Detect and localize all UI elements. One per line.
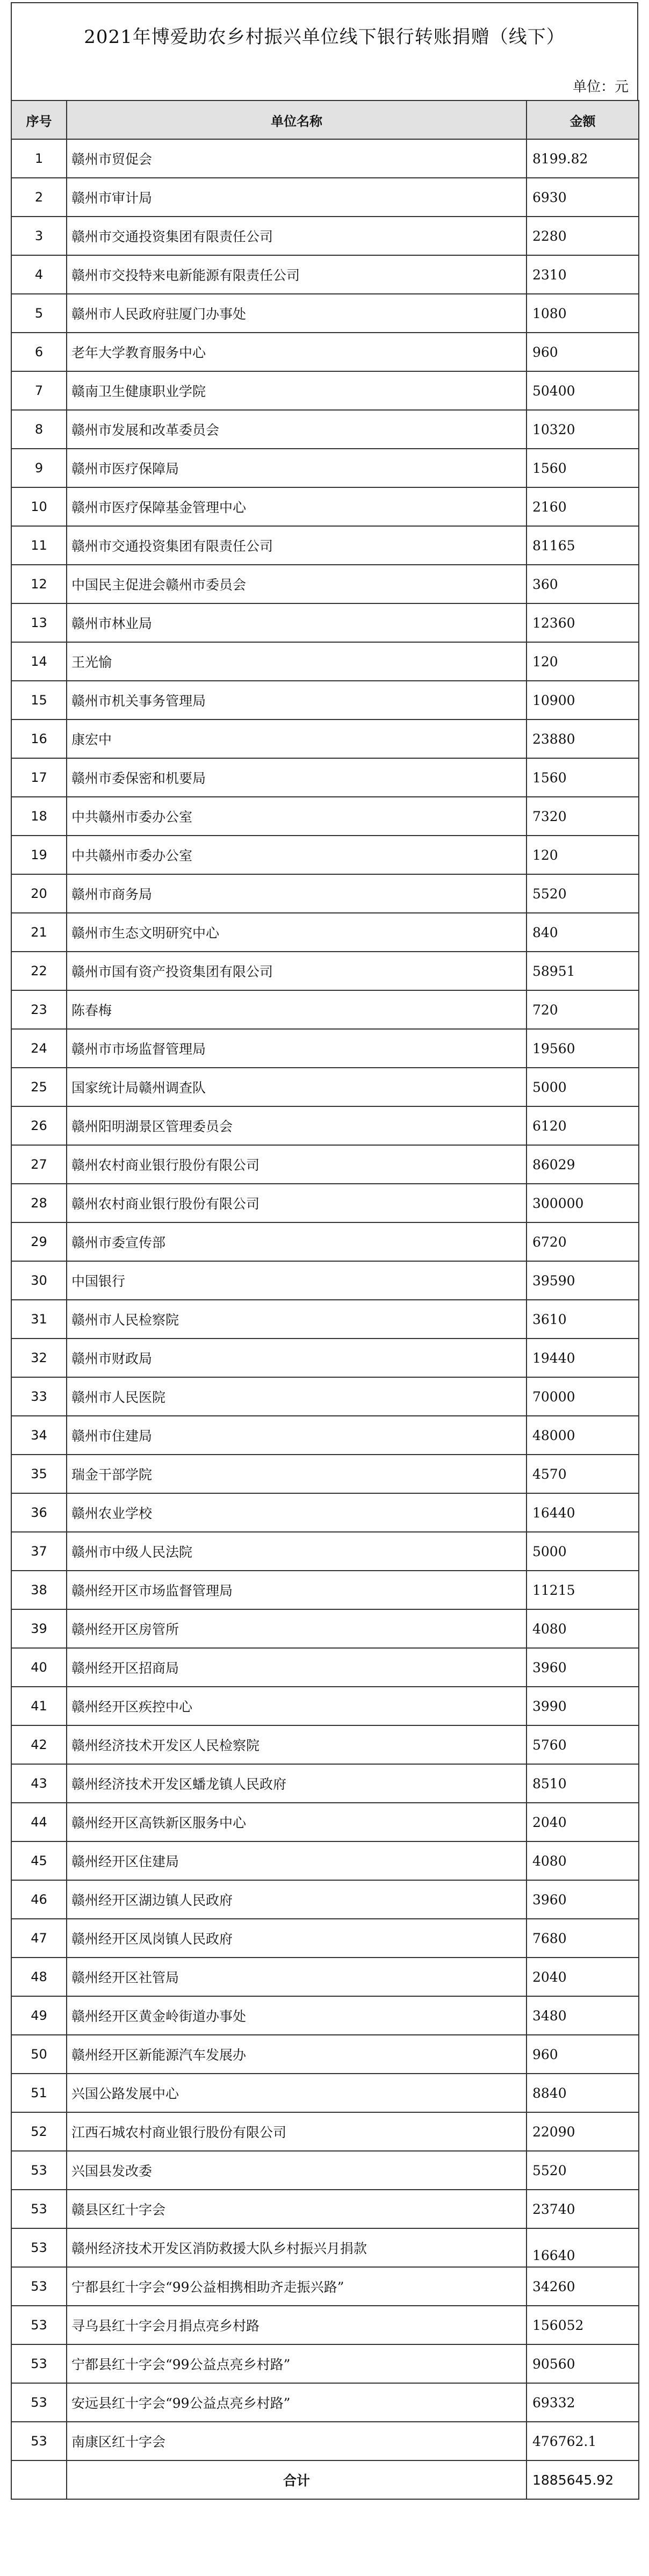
row-seq: 34	[11, 1416, 67, 1455]
row-name: 中共赣州市委办公室	[67, 836, 527, 874]
table-row	[11, 1764, 639, 1803]
row-name: 王光愉	[67, 642, 527, 681]
row-amount: 120	[527, 836, 639, 874]
row-seq: 6	[11, 333, 67, 371]
header-seq: 序号	[11, 100, 67, 139]
row-name: 赣州经开区招商局	[67, 1648, 527, 1687]
row-name: 赣州市贸促会	[67, 139, 527, 178]
row-seq: 41	[11, 1687, 67, 1725]
row-amount: 2280	[527, 217, 639, 255]
row-seq: 45	[11, 1841, 67, 1880]
row-name: 寻乌县红十字会月捐点亮乡村路	[67, 2306, 527, 2344]
total-label: 合计	[67, 2460, 527, 2499]
table-row	[11, 874, 639, 913]
table-row	[11, 719, 639, 758]
table-row	[11, 526, 639, 565]
table-row	[11, 2112, 639, 2151]
row-name: 赣州市商务局	[67, 874, 527, 913]
row-seq: 48	[11, 1958, 67, 1996]
row-name: 康宏中	[67, 719, 527, 758]
row-name: 赣县区红十字会	[67, 2190, 527, 2228]
row-amount: 8510	[527, 1764, 639, 1803]
row-seq: 8	[11, 410, 67, 449]
row-amount: 7320	[527, 797, 639, 836]
row-amount: 34260	[527, 2267, 639, 2306]
row-seq: 32	[11, 1339, 67, 1377]
row-amount: 6930	[527, 178, 639, 217]
row-amount: 960	[527, 333, 639, 371]
row-amount: 3480	[527, 1996, 639, 2035]
row-amount: 2040	[527, 1803, 639, 1841]
table-row	[11, 1339, 639, 1377]
row-amount: 4570	[527, 1455, 639, 1493]
table-row	[11, 990, 639, 1029]
table-row	[11, 1068, 639, 1106]
row-name: 赣州经济技术开发区消防救援大队乡村振兴月捐款	[67, 2228, 527, 2267]
table-row	[11, 681, 639, 719]
row-seq: 38	[11, 1571, 67, 1609]
row-seq: 24	[11, 1029, 67, 1068]
unit-note: 单位：元	[572, 79, 629, 95]
table-row	[11, 1532, 639, 1571]
table-row	[11, 1455, 639, 1493]
row-amount: 960	[527, 2035, 639, 2074]
row-seq: 26	[11, 1106, 67, 1145]
row-name: 中共赣州市委办公室	[67, 797, 527, 836]
row-amount: 23740	[527, 2190, 639, 2228]
document-title: 2021年博爱助农乡村振兴单位线下银行转账捐赠（线下）	[11, 2, 638, 67]
row-amount: 70000	[527, 1377, 639, 1416]
row-name: 赣州经开区高铁新区服务中心	[67, 1803, 527, 1841]
row-amount: 11215	[527, 1571, 639, 1609]
row-seq: 53	[11, 2267, 67, 2306]
row-name: 赣州农村商业银行股份有限公司	[67, 1145, 527, 1184]
total-seq-cell	[11, 2460, 67, 2499]
row-amount: 90560	[527, 2344, 639, 2383]
row-seq: 2	[11, 178, 67, 217]
row-seq: 12	[11, 565, 67, 603]
table-row	[11, 2228, 639, 2267]
table-row	[11, 139, 639, 178]
row-amount: 16440	[527, 1493, 639, 1532]
table-row	[11, 2267, 639, 2306]
table-row	[11, 217, 639, 255]
row-amount: 7680	[527, 1919, 639, 1958]
row-amount: 6120	[527, 1106, 639, 1145]
table-row	[11, 1687, 639, 1725]
row-name: 瑞金干部学院	[67, 1455, 527, 1493]
row-name: 赣州市人民检察院	[67, 1300, 527, 1339]
row-name: 赣州市委保密和机要局	[67, 758, 527, 797]
row-amount: 1560	[527, 449, 639, 487]
donation-table	[11, 100, 639, 2500]
table-row	[11, 758, 639, 797]
row-seq: 15	[11, 681, 67, 719]
table-row	[11, 1725, 639, 1764]
row-amount: 5520	[527, 2151, 639, 2190]
row-seq: 43	[11, 1764, 67, 1803]
table-row	[11, 2422, 639, 2460]
table-row	[11, 1880, 639, 1919]
table-row	[11, 565, 639, 603]
row-amount: 300000	[527, 1184, 639, 1222]
row-amount: 81165	[527, 526, 639, 565]
row-name: 赣州市发展和改革委员会	[67, 410, 527, 449]
row-seq: 21	[11, 913, 67, 952]
table-header-row	[11, 100, 639, 139]
row-seq: 52	[11, 2112, 67, 2151]
row-name: 赣州经开区房管所	[67, 1609, 527, 1648]
row-name: 赣州农村商业银行股份有限公司	[67, 1184, 527, 1222]
row-name: 赣州市市场监督管理局	[67, 1029, 527, 1068]
row-seq: 19	[11, 836, 67, 874]
row-seq: 42	[11, 1725, 67, 1764]
unit-note-row	[11, 67, 638, 100]
table-row	[11, 1803, 639, 1841]
row-seq: 14	[11, 642, 67, 681]
row-seq: 22	[11, 952, 67, 990]
row-amount: 3960	[527, 1648, 639, 1687]
table-row	[11, 371, 639, 410]
row-amount: 16640	[527, 2228, 639, 2267]
row-name: 赣州市医疗保障局	[67, 449, 527, 487]
table-row	[11, 603, 639, 642]
row-name: 赣州市审计局	[67, 178, 527, 217]
row-seq: 53	[11, 2190, 67, 2228]
row-seq: 29	[11, 1222, 67, 1261]
row-amount: 58951	[527, 952, 639, 990]
row-amount: 3610	[527, 1300, 639, 1339]
table-row	[11, 1377, 639, 1416]
table-row	[11, 178, 639, 217]
table-row	[11, 255, 639, 294]
row-name: 赣州市委宣传部	[67, 1222, 527, 1261]
row-seq: 10	[11, 487, 67, 526]
row-name: 赣州市住建局	[67, 1416, 527, 1455]
row-amount: 720	[527, 990, 639, 1029]
row-amount: 10320	[527, 410, 639, 449]
row-name: 赣州市机关事务管理局	[67, 681, 527, 719]
table-row	[11, 1841, 639, 1880]
row-name: 赣州市交通投资集团有限责任公司	[67, 526, 527, 565]
table-row	[11, 836, 639, 874]
row-seq: 51	[11, 2074, 67, 2112]
row-amount: 4080	[527, 1841, 639, 1880]
row-seq: 25	[11, 1068, 67, 1106]
row-amount: 4080	[527, 1609, 639, 1648]
table-row	[11, 1648, 639, 1687]
table-row	[11, 1958, 639, 1996]
row-seq: 53	[11, 2422, 67, 2460]
table-row	[11, 1184, 639, 1222]
row-amount: 6720	[527, 1222, 639, 1261]
row-name: 赣州经开区凤岗镇人民政府	[67, 1919, 527, 1958]
row-amount: 39590	[527, 1261, 639, 1300]
row-amount: 1560	[527, 758, 639, 797]
row-seq: 37	[11, 1532, 67, 1571]
table-row	[11, 2383, 639, 2422]
table-row	[11, 294, 639, 333]
row-name: 南康区红十字会	[67, 2422, 527, 2460]
table-row	[11, 2074, 639, 2112]
row-amount: 8199.82	[527, 139, 639, 178]
row-seq: 20	[11, 874, 67, 913]
row-seq: 31	[11, 1300, 67, 1339]
row-amount: 3960	[527, 1880, 639, 1919]
row-name: 赣州市交通投资集团有限责任公司	[67, 217, 527, 255]
row-name: 赣州经开区湖边镇人民政府	[67, 1880, 527, 1919]
row-seq: 9	[11, 449, 67, 487]
row-name: 赣州经开区社管局	[67, 1958, 527, 1996]
total-row	[11, 2460, 639, 2499]
row-seq: 13	[11, 603, 67, 642]
table-row	[11, 797, 639, 836]
row-seq: 36	[11, 1493, 67, 1532]
row-name: 赣州经开区疾控中心	[67, 1687, 527, 1725]
table-body	[11, 139, 639, 2460]
table-row	[11, 1996, 639, 2035]
header-name: 单位名称	[67, 100, 527, 139]
table-row	[11, 1300, 639, 1339]
header-amount: 金额	[527, 100, 639, 139]
table-row	[11, 1919, 639, 1958]
row-seq: 4	[11, 255, 67, 294]
row-name: 赣州市中级人民法院	[67, 1532, 527, 1571]
table-row	[11, 2344, 639, 2383]
row-name: 赣州经济技术开发区人民检察院	[67, 1725, 527, 1764]
table-row	[11, 2190, 639, 2228]
row-amount: 5000	[527, 1532, 639, 1571]
row-seq: 53	[11, 2383, 67, 2422]
row-name: 赣州市交投特来电新能源有限责任公司	[67, 255, 527, 294]
row-name: 赣州市林业局	[67, 603, 527, 642]
donation-document	[11, 2, 638, 2500]
row-amount: 48000	[527, 1416, 639, 1455]
row-amount: 12360	[527, 603, 639, 642]
table-row	[11, 2306, 639, 2344]
row-amount: 19560	[527, 1029, 639, 1068]
row-seq: 5	[11, 294, 67, 333]
table-row	[11, 642, 639, 681]
row-name: 赣州经济技术开发区蟠龙镇人民政府	[67, 1764, 527, 1803]
table-row	[11, 487, 639, 526]
row-amount: 5760	[527, 1725, 639, 1764]
row-seq: 23	[11, 990, 67, 1029]
row-seq: 44	[11, 1803, 67, 1841]
row-name: 国家统计局赣州调查队	[67, 1068, 527, 1106]
row-seq: 49	[11, 1996, 67, 2035]
row-seq: 1	[11, 139, 67, 178]
row-amount: 840	[527, 913, 639, 952]
row-seq: 50	[11, 2035, 67, 2074]
row-name: 赣州市人民政府驻厦门办事处	[67, 294, 527, 333]
row-amount: 19440	[527, 1339, 639, 1377]
row-name: 赣州经开区市场监督管理局	[67, 1571, 527, 1609]
row-amount: 156052	[527, 2306, 639, 2344]
row-name: 江西石城农村商业银行股份有限公司	[67, 2112, 527, 2151]
row-seq: 53	[11, 2306, 67, 2344]
row-amount: 69332	[527, 2383, 639, 2422]
row-seq: 28	[11, 1184, 67, 1222]
row-amount: 23880	[527, 719, 639, 758]
table-row	[11, 449, 639, 487]
row-amount: 120	[527, 642, 639, 681]
row-seq: 46	[11, 1880, 67, 1919]
row-amount: 10900	[527, 681, 639, 719]
row-name: 赣州市医疗保障基金管理中心	[67, 487, 527, 526]
row-name: 安远县红十字会“99公益点亮乡村路”	[67, 2383, 527, 2422]
row-name: 中国银行	[67, 1261, 527, 1300]
row-seq: 53	[11, 2151, 67, 2190]
row-seq: 27	[11, 1145, 67, 1184]
row-name: 老年大学教育服务中心	[67, 333, 527, 371]
row-name: 赣州经开区新能源汽车发展办	[67, 2035, 527, 2074]
table-row	[11, 913, 639, 952]
row-seq: 30	[11, 1261, 67, 1300]
row-amount: 86029	[527, 1145, 639, 1184]
row-seq: 40	[11, 1648, 67, 1687]
table-row	[11, 1493, 639, 1532]
row-name: 赣州经开区住建局	[67, 1841, 527, 1880]
row-seq: 16	[11, 719, 67, 758]
table-row	[11, 333, 639, 371]
table-row	[11, 1106, 639, 1145]
row-seq: 7	[11, 371, 67, 410]
row-amount: 360	[527, 565, 639, 603]
row-seq: 18	[11, 797, 67, 836]
row-amount: 22090	[527, 2112, 639, 2151]
table-row	[11, 1029, 639, 1068]
row-amount: 5000	[527, 1068, 639, 1106]
table-row	[11, 2035, 639, 2074]
row-name: 赣州市人民医院	[67, 1377, 527, 1416]
table-row	[11, 1261, 639, 1300]
row-name: 赣州市生态文明研究中心	[67, 913, 527, 952]
table-row	[11, 1609, 639, 1648]
row-seq: 3	[11, 217, 67, 255]
row-seq: 53	[11, 2228, 67, 2267]
row-name: 赣州阳明湖景区管理委员会	[67, 1106, 527, 1145]
row-name: 宁都县红十字会“99公益相携相助齐走振兴路”	[67, 2267, 527, 2306]
row-seq: 33	[11, 1377, 67, 1416]
row-name: 陈春梅	[67, 990, 527, 1029]
table-row	[11, 1145, 639, 1184]
row-amount: 1080	[527, 294, 639, 333]
row-name: 赣南卫生健康职业学院	[67, 371, 527, 410]
row-seq: 47	[11, 1919, 67, 1958]
table-row	[11, 410, 639, 449]
row-amount: 50400	[527, 371, 639, 410]
row-name: 赣州市财政局	[67, 1339, 527, 1377]
row-amount: 2160	[527, 487, 639, 526]
row-name: 赣州市国有资产投资集团有限公司	[67, 952, 527, 990]
table-row	[11, 1571, 639, 1609]
row-name: 赣州农业学校	[67, 1493, 527, 1532]
row-seq: 53	[11, 2344, 67, 2383]
row-name: 宁都县红十字会“99公益点亮乡村路”	[67, 2344, 527, 2383]
table-row	[11, 1222, 639, 1261]
row-seq: 11	[11, 526, 67, 565]
row-amount: 3990	[527, 1687, 639, 1725]
row-seq: 17	[11, 758, 67, 797]
row-name: 兴国公路发展中心	[67, 2074, 527, 2112]
row-amount: 5520	[527, 874, 639, 913]
row-name: 兴国县发改委	[67, 2151, 527, 2190]
row-name: 中国民主促进会赣州市委员会	[67, 565, 527, 603]
table-row	[11, 952, 639, 990]
row-amount: 8840	[527, 2074, 639, 2112]
row-amount: 476762.1	[527, 2422, 639, 2460]
row-amount: 2310	[527, 255, 639, 294]
row-name: 赣州经开区黄金岭街道办事处	[67, 1996, 527, 2035]
total-amount: 1885645.92	[527, 2460, 639, 2499]
table-row	[11, 1416, 639, 1455]
row-seq: 39	[11, 1609, 67, 1648]
row-amount: 2040	[527, 1958, 639, 1996]
table-row	[11, 2151, 639, 2190]
row-seq: 35	[11, 1455, 67, 1493]
